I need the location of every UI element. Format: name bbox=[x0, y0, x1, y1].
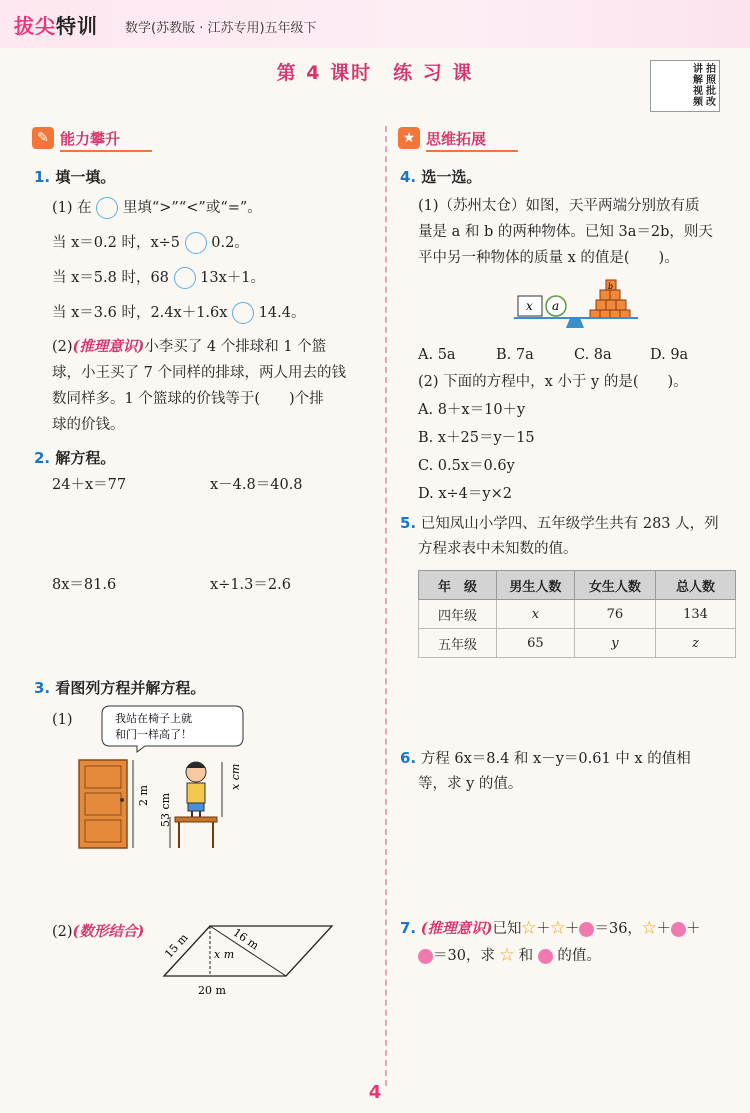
question-6-line2: 等，求 y 的值。 bbox=[418, 776, 523, 792]
student-count-table bbox=[418, 570, 736, 658]
star-icon: ☆ bbox=[641, 921, 657, 937]
equation-2: x－4.8＝40.8 bbox=[210, 477, 303, 493]
q1-line3: 当 x＝3.6 时，2.4x＋1.6x 14.4。 bbox=[52, 302, 305, 324]
table-header: 年 级 bbox=[419, 571, 497, 600]
pencil-icon: ✎ bbox=[32, 127, 54, 149]
side-char: 照 bbox=[706, 75, 716, 86]
bubble-text-line1: 我站在椅子上就 bbox=[115, 712, 192, 725]
height-label: x m bbox=[214, 948, 235, 961]
q1-part2-line2: 球，小王买了 7 个同样的排球，两人用去的钱 bbox=[52, 365, 346, 381]
pink-circle-icon bbox=[538, 949, 553, 964]
section-header-ability bbox=[32, 126, 352, 152]
answer-circle[interactable] bbox=[232, 302, 254, 324]
door-knob bbox=[120, 798, 124, 802]
table-row bbox=[419, 600, 736, 629]
section-underline bbox=[60, 150, 152, 152]
option-c[interactable]: C. 8a bbox=[574, 347, 612, 363]
column-divider bbox=[385, 126, 387, 1086]
question-7-line1: 7. (推理意识)已知☆＋☆＋ ＝36，☆＋ ＋ bbox=[400, 919, 701, 937]
question-6-line1: 6. 方程 6x＝8.4 和 x－y＝0.61 中 x 的值相 bbox=[400, 749, 691, 767]
question-5-line2: 方程求表中未知数的值。 bbox=[418, 541, 578, 557]
table-cell: 76 bbox=[574, 600, 655, 629]
section-label: 思维拓展 bbox=[426, 130, 487, 148]
equation-3: 8x＝81.6 bbox=[52, 577, 117, 593]
q4-part2-question: (2) 下面的方程中，x 小于 y 的是( )。 bbox=[418, 374, 688, 390]
video-qr-box[interactable] bbox=[650, 60, 720, 112]
q4-part1-line3: 平中另一种物体的质量 x 的值是( )。 bbox=[418, 250, 679, 266]
table-cell: z bbox=[656, 629, 736, 658]
q1-part2-line3: 数同样多。1 个篮球的价钱等于( )个排 bbox=[52, 391, 324, 407]
ball-a-label: a bbox=[552, 299, 560, 313]
side-char: 改 bbox=[706, 97, 716, 108]
q1-line2: 当 x＝5.8 时，68 13x＋1。 bbox=[52, 267, 265, 289]
question-3-title: 3. 看图列方程并解方程。 bbox=[34, 679, 206, 697]
side-char: 批 bbox=[706, 86, 716, 97]
question-1-title: 1. 填一填。 bbox=[34, 168, 116, 186]
bubble-text-line2: 和门一样高了！ bbox=[115, 728, 192, 741]
table-header: 男生人数 bbox=[497, 571, 575, 600]
side-char: 频 bbox=[693, 97, 703, 108]
table-cell: 四年级 bbox=[419, 600, 497, 629]
table-cell: y bbox=[574, 629, 655, 658]
option-d[interactable]: D. x÷4＝y×2 bbox=[418, 486, 512, 502]
equation-1: 24＋x＝77 bbox=[52, 477, 127, 493]
q3-part2-label: (2)(数形结合) bbox=[52, 923, 145, 940]
option-a[interactable]: A. 8＋x＝10＋y bbox=[418, 402, 526, 418]
side-char: 拍 bbox=[706, 64, 716, 75]
q4-part1-line1: (1)（苏州太仓）如图，天平两端分别放有质 bbox=[418, 198, 700, 214]
book-title: 数学(苏教版 · 江苏专用)五年级下 bbox=[125, 21, 317, 36]
header-band bbox=[0, 0, 750, 48]
question-7-line2: ＝30，求 ☆ 和 的值。 bbox=[418, 946, 601, 966]
tag-reasoning: (推理意识) bbox=[72, 338, 145, 355]
chair-height-label: 53 cm bbox=[159, 792, 172, 827]
q1-line1: 当 x＝0.2 时，x÷5 0.2。 bbox=[52, 232, 249, 254]
star-icon: ☆ bbox=[521, 921, 536, 937]
tag-reasoning: (推理意识) bbox=[420, 920, 493, 937]
side-label-15m: 15 m bbox=[162, 931, 191, 961]
table-row bbox=[419, 629, 736, 658]
page-title: 第 4 课时 练 习 课 bbox=[276, 62, 474, 84]
table-cell: 65 bbox=[497, 629, 575, 658]
answer-circle[interactable] bbox=[96, 197, 118, 219]
person-shorts bbox=[188, 803, 204, 811]
door-height-label: 2 m bbox=[137, 785, 150, 806]
table-cell: x bbox=[497, 600, 575, 629]
table-header: 女生人数 bbox=[574, 571, 655, 600]
table-cell: 134 bbox=[656, 600, 736, 629]
q1-part2-line4: 球的价钱。 bbox=[52, 417, 125, 433]
pink-circle-icon bbox=[671, 922, 686, 937]
answer-circle[interactable] bbox=[174, 267, 196, 289]
option-c[interactable]: C. 0.5x＝0.6y bbox=[418, 458, 515, 474]
parallelogram-figure bbox=[150, 918, 340, 1000]
scale-base bbox=[566, 318, 584, 328]
pink-circle-icon bbox=[579, 922, 594, 937]
star-icon: ☆ bbox=[499, 948, 515, 964]
option-d[interactable]: D. 9a bbox=[650, 347, 689, 363]
question-5-line1: 5. 已知凤山小学四、五年级学生共有 283 人，列 bbox=[400, 514, 719, 532]
answer-circle[interactable] bbox=[185, 232, 207, 254]
section-label: 能力攀升 bbox=[60, 130, 121, 148]
person-shirt bbox=[187, 783, 205, 803]
section-header-thinking bbox=[398, 126, 718, 152]
option-b[interactable]: B. x＋25＝y－15 bbox=[418, 430, 535, 446]
chair-seat bbox=[175, 817, 217, 822]
runner-icon: ★ bbox=[398, 127, 420, 149]
table-header-row bbox=[419, 571, 736, 600]
section-underline bbox=[426, 150, 518, 152]
block-b-label: b bbox=[608, 282, 614, 291]
option-b[interactable]: B. 7a bbox=[496, 347, 534, 363]
brand-logo: 拔尖特训 bbox=[14, 14, 98, 38]
person-height-label: x cm bbox=[229, 763, 242, 790]
side-char: 讲 bbox=[693, 64, 703, 75]
door-chair-figure bbox=[75, 700, 255, 850]
person-hair bbox=[186, 762, 206, 768]
question-4-title: 4. 选一选。 bbox=[400, 168, 482, 186]
base-label: 20 m bbox=[198, 984, 226, 997]
balance-scale-figure bbox=[510, 272, 650, 332]
side-char: 视 bbox=[693, 86, 703, 97]
option-a[interactable]: A. 5a bbox=[418, 347, 456, 363]
q1-part1-instruction: (1) 在 里填“>”“<”或“=”。 bbox=[52, 197, 262, 219]
table-cell: 五年级 bbox=[419, 629, 497, 658]
table-header: 总人数 bbox=[656, 571, 736, 600]
tag-shape-number: (数形结合) bbox=[72, 923, 145, 940]
question-2-title: 2. 解方程。 bbox=[34, 449, 116, 467]
pink-circle-icon bbox=[418, 949, 433, 964]
q4-part1-line2: 量是 a 和 b 的两种物体。已知 3a＝2b，则天 bbox=[418, 224, 713, 240]
block-x-label: x bbox=[526, 299, 533, 313]
door bbox=[79, 760, 127, 848]
side-char: 解 bbox=[693, 75, 703, 86]
page-number: 4 bbox=[368, 1082, 382, 1103]
equation-4: x÷1.3＝2.6 bbox=[210, 577, 291, 593]
star-icon: ☆ bbox=[550, 921, 565, 937]
q3-part1-label: (1) bbox=[52, 712, 73, 728]
side-label-16m: 16 m bbox=[230, 925, 262, 953]
q1-part2-line1: (2)(推理意识)小李买了 4 个排球和 1 个篮 bbox=[52, 338, 327, 355]
